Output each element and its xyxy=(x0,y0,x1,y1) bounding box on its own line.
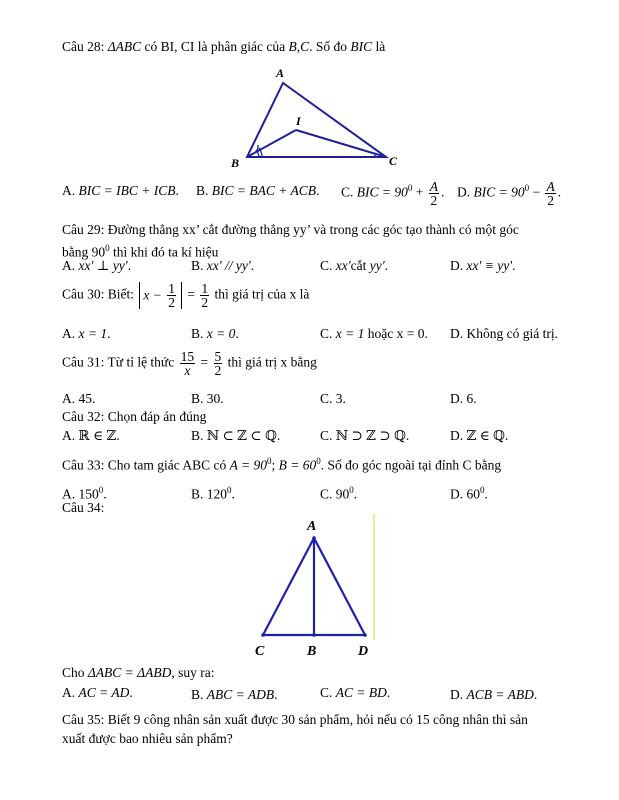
q30-option-d[interactable]: D. Không có giá trị. xyxy=(450,326,558,341)
q34-option-d[interactable]: D. ACB = ABD. xyxy=(450,687,538,702)
q34-title: Câu 34: xyxy=(62,500,105,515)
q33-option-d[interactable]: D. $60^0$. xyxy=(450,485,488,502)
q34-label-A: A xyxy=(307,519,317,534)
q34-option-c[interactable]: C. AC = BD. xyxy=(320,685,391,700)
q34-option-b[interactable]: B. ABC = ADB. xyxy=(191,687,278,702)
q34-label-D: D xyxy=(358,644,369,659)
q35-stem-line1: Câu 35: Biết 9 công nhân sản xuất được 30 sản phẩm, hỏi nếu có 15 công nhân thì sản xyxy=(62,712,528,727)
q29-stem-line2: bằng $90^0$ thì khi đó ta kí hiệu xyxy=(62,243,219,260)
q28-option-b[interactable]: B. BIC = BAC + ACB. xyxy=(196,183,320,198)
q28-option-a[interactable]: A. BIC = IBC + ICB. xyxy=(62,183,179,198)
q28-option-c[interactable]: C. BIC = $90^0$ + $\frac{A}{2}$ . xyxy=(341,179,445,208)
q29-option-b[interactable]: B. xx' // yy'. xyxy=(191,258,255,273)
q34-label-B: B xyxy=(307,644,317,659)
q28-label-A: A xyxy=(276,66,285,80)
q30-stem: Câu 30: Biết: x − $\frac{1}{2}$ = $\frac{1}{2}$ thì giá trị của x là xyxy=(62,281,310,310)
q31-option-d[interactable]: D. 6. xyxy=(450,391,477,406)
q28-label-B: B xyxy=(231,156,240,170)
q28-option-d[interactable]: D. BIC = $90^0$ − $\frac{A}{2}$ . xyxy=(457,179,562,208)
q32-stem: Câu 32: Chọn đáp án đúng xyxy=(62,409,207,424)
q29-stem-line1: Câu 29: Đường thẳng xx’ cắt đường thẳng yy’ và trong các góc tạo thành có một góc xyxy=(62,222,519,237)
q30-option-b[interactable]: B. x = 0. xyxy=(191,326,239,341)
q33-option-c[interactable]: C. $90^0$. xyxy=(320,485,358,502)
q31-option-c[interactable]: C. 3. xyxy=(320,391,346,406)
q34-stem: Cho ΔABC = ΔABD, suy ra: xyxy=(62,665,215,680)
q30-option-c[interactable]: C. x = 1 hoặc x = 0. xyxy=(320,326,428,341)
q28-stem: Câu 28: ΔABC có BI, CI là phân giác của B,C. Số đo BIC là xyxy=(62,39,386,54)
q34-label-C: C xyxy=(255,644,265,659)
q32-option-d[interactable]: D. ℤ ∈ ℚ. xyxy=(450,428,509,443)
q34-option-a[interactable]: A. AC = AD. xyxy=(62,685,133,700)
q33-option-b[interactable]: B. $120^0$. xyxy=(191,485,235,502)
q32-option-a[interactable]: A. ℝ ∈ ℤ. xyxy=(62,428,120,443)
q30-option-a[interactable]: A. x = 1. xyxy=(62,326,111,341)
q33-option-a[interactable]: A. $150^0$. xyxy=(62,485,107,502)
q31-stem: Câu 31: Từ tỉ lệ thức $\frac{15}{x}$ = $\frac{5}{2}$ thì giá trị x bằng xyxy=(62,349,317,378)
q29-option-d[interactable]: D. xx' ≡ yy'. xyxy=(450,258,516,273)
q32-option-c[interactable]: C. ℕ ⊃ ℤ ⊃ ℚ. xyxy=(320,428,410,443)
q31-option-a[interactable]: A. 45. xyxy=(62,391,96,406)
q29-option-c[interactable]: C. xx'cắt yy'. xyxy=(320,258,389,273)
q33-stem: Câu 33: Cho tam giác ABC có $A = 90^0$; $B = 60^0$. Số đo góc ngoài tại đỉnh C bằng xyxy=(62,456,502,473)
q31-option-b[interactable]: B. 30. xyxy=(191,391,224,406)
q29-option-a[interactable]: A. xx' ⊥ yy'. xyxy=(62,258,132,273)
q28-label-C: C xyxy=(389,154,398,168)
q32-option-b[interactable]: B. ℕ ⊂ ℤ ⊂ ℚ. xyxy=(191,428,281,443)
q35-stem-line2: xuất được bao nhiêu sản phẩm? xyxy=(62,731,233,746)
q28-label-I: I xyxy=(296,114,301,128)
